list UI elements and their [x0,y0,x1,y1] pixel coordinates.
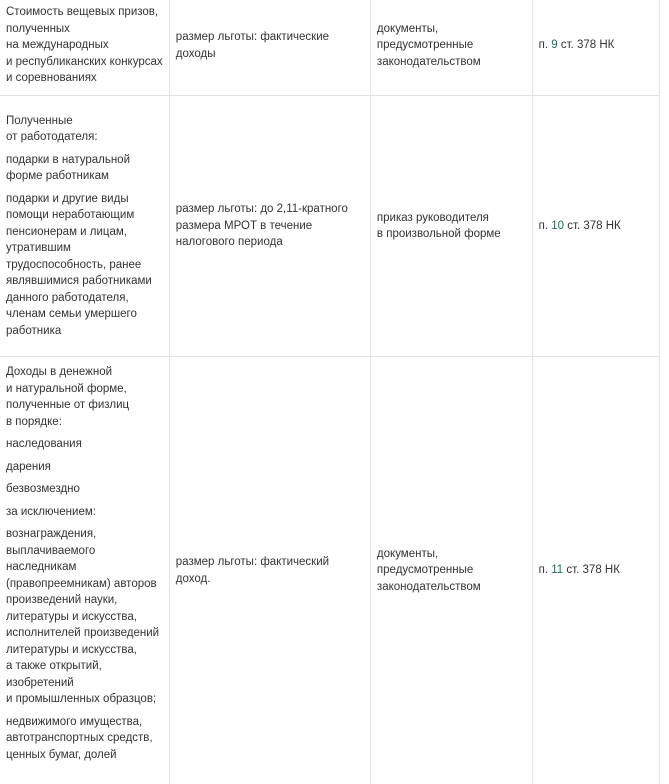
documents-cell [370,96,532,357]
table-row [0,357,660,784]
income-type-text: Полученные от работодателя: [6,113,163,146]
reference-cell [532,357,659,784]
income-type-cell [0,0,169,96]
law-article-link[interactable]: 11 [551,564,563,576]
income-type-text: безвозмездно [6,481,163,498]
documents-text: документы, предусмотренные законодательством [377,546,526,596]
law-article-link[interactable]: 9 [551,39,557,51]
income-type-text: дарения [6,459,163,476]
income-type-text: недвижимого имущества, автотранспортных средств, ценных бумаг, долей [6,714,163,764]
documents-text: документы, предусмотренные законодательством [377,21,526,71]
income-type-text: Стоимость вещевых призов, полученных на международных и республиканских конкурсах и соревнованиях [6,4,163,87]
table-row [0,96,660,357]
reference-prefix: п. [539,220,552,232]
reference-prefix: п. [539,39,552,51]
benefit-size-text: размер льготы: фактические доходы [176,29,364,62]
benefit-size-cell [169,357,370,784]
income-type-text: Доходы в денежной и натуральной форме, полученные от физлиц в порядке: [6,364,163,430]
documents-cell [370,0,532,96]
benefit-size-text: размер льготы: фактический доход. [176,554,364,587]
reference-suffix: ст. 378 НК [558,39,615,51]
benefit-size-text: размер льготы: до 2,11-кратного размера МРОТ в течение налогового периода [176,201,364,251]
reference-prefix: п. [539,564,552,576]
income-type-text: за исключением: [6,504,163,521]
benefit-size-cell [169,96,370,357]
documents-cell [370,357,532,784]
income-type-cell [0,96,169,357]
income-type-cell [0,357,169,784]
income-type-text: подарки в натуральной форме работникам [6,152,163,185]
documents-text: приказ руководителя в произвольной форме [377,210,526,243]
law-article-link[interactable]: 10 [551,220,564,232]
reference-cell [532,0,659,96]
income-type-text: подарки и другие виды помощи неработающим пенсионерам и лицам, утратившим трудоспособность, ранее являвшимися работниками данного работодателя, членам семьи умершего работника [6,191,163,340]
income-type-text: вознаграждения, выплачиваемого наследникам (правопреемникам) авторов произведений науки, литературы и искусства, исполнителей произведений литературы и искусства, а также открытий, изобретений и промышленных образцов; [6,526,163,708]
reference-suffix: ст. 378 НК [563,564,620,576]
benefit-size-cell [169,0,370,96]
reference-suffix: ст. 378 НК [564,220,621,232]
reference-cell [532,96,659,357]
income-type-text: наследования [6,436,163,453]
table-row [0,0,660,96]
